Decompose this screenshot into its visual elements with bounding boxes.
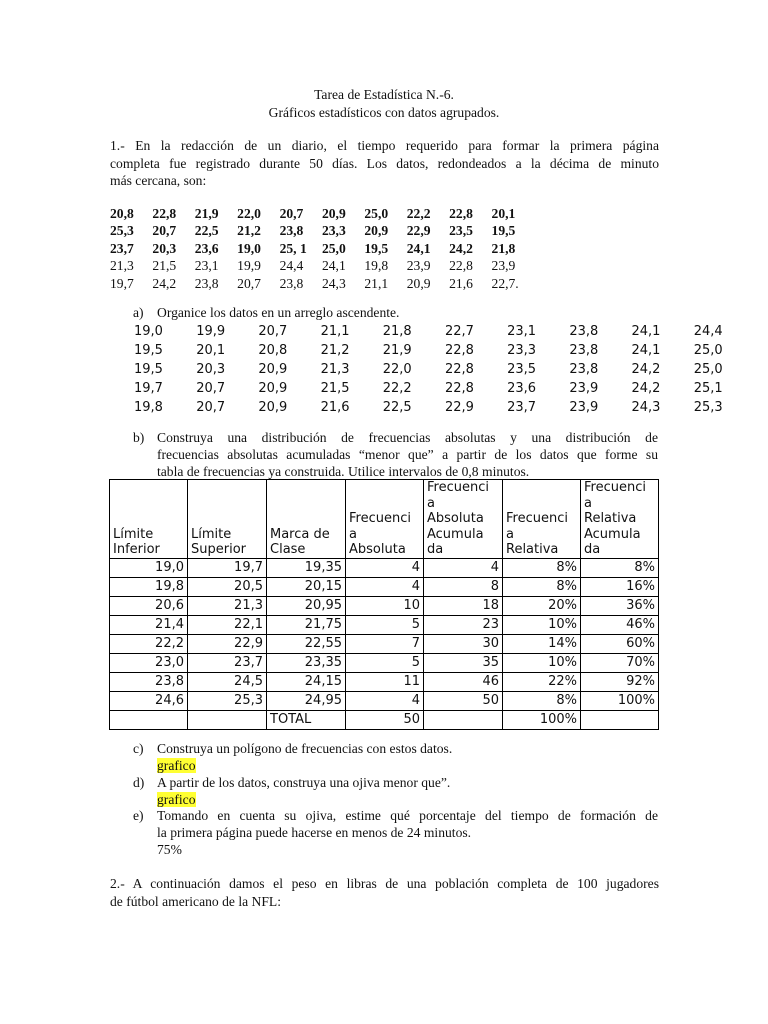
table-cell: 22,9	[188, 634, 267, 653]
table-header-line: Relativa	[584, 511, 637, 526]
ordered-data-cell: 24,1	[631, 343, 661, 358]
table-row	[110, 596, 659, 615]
item-b-line-1: Construya una distribución de frecuencias absolutas y una distribución de	[157, 430, 658, 445]
ordered-data-cell: 25,0	[693, 362, 723, 377]
table-empty-cell	[110, 710, 188, 729]
ordered-data-row	[134, 360, 756, 379]
raw-data-cell: 20,8	[110, 206, 134, 221]
ordered-data-cell: 20,1	[196, 343, 226, 358]
item-d-label: d)	[133, 775, 145, 790]
table-header-cell	[503, 480, 581, 559]
ordered-data-cell: 21,9	[382, 343, 412, 358]
table-header-cell	[424, 480, 503, 559]
ordered-data-cell: 22,8	[444, 362, 474, 377]
item-a	[133, 304, 658, 322]
table-cell: 20,5	[188, 577, 267, 596]
ordered-data-cell: 21,8	[382, 324, 412, 339]
table-cell: 24,6	[110, 691, 188, 710]
raw-data-cell: 25,0	[321, 240, 346, 256]
table-cell: 46%	[581, 615, 659, 634]
raw-data-cell: 23,9	[491, 258, 516, 274]
ordered-data-cell: 24,2	[631, 381, 661, 396]
question-2	[110, 875, 659, 910]
item-e-line-2: la primera página puede hacerse en menos de 24 minutos.	[157, 825, 472, 840]
ordered-data-cell: 22,0	[382, 362, 412, 377]
table-cell: 23,35	[267, 653, 346, 672]
raw-data-row	[110, 275, 534, 292]
table-header-line: Acumula	[427, 526, 484, 542]
ordered-data-row	[134, 398, 756, 417]
raw-data-cell: 19,9	[237, 258, 261, 274]
raw-data-cell: 20,7	[279, 206, 304, 221]
ordered-data-cell: 21,1	[320, 324, 350, 339]
q1-line-3: más cercana, son:	[110, 173, 207, 188]
table-total-cell: TOTAL	[267, 710, 346, 729]
table-cell: 24,5	[188, 672, 267, 691]
ordered-data-cell: 21,3	[320, 362, 350, 377]
raw-data-cell: 22,7.	[491, 275, 519, 291]
table-cell: 22,2	[110, 634, 188, 653]
table-cell: 24,95	[267, 691, 346, 710]
table-empty-cell	[188, 710, 267, 729]
table-cell: 21,75	[267, 615, 346, 634]
table-header-line: da	[427, 542, 444, 557]
table-header-cell	[581, 480, 659, 559]
ordered-data-cell: 23,6	[507, 381, 537, 396]
question-1	[110, 137, 659, 190]
raw-data-cell: 20,9	[321, 206, 346, 221]
table-cell: 5	[346, 653, 424, 672]
ordered-data-cell: 20,9	[258, 362, 288, 377]
table-cell: 23,0	[110, 653, 188, 672]
item-b-line-3: tabla de frecuencias ya construida. Utilice intervalos de 0,8 minutos.	[157, 464, 530, 479]
table-header-line: Clase	[270, 542, 306, 557]
ordered-data-cell: 20,8	[258, 343, 288, 358]
raw-data-cell: 24,4	[279, 258, 304, 274]
table-row	[110, 558, 659, 577]
table-header-cell	[188, 480, 267, 559]
raw-data-row	[110, 240, 534, 257]
raw-data-row	[110, 205, 534, 222]
ordered-data-cell: 25,1	[693, 381, 723, 396]
ordered-data-cell: 23,1	[507, 324, 537, 339]
table-total-cell: 50	[346, 710, 424, 729]
table-cell: 5	[346, 615, 424, 634]
table-cell: 24,15	[267, 672, 346, 691]
raw-data-cell: 22,8	[152, 206, 177, 221]
raw-data-cell: 21,5	[152, 258, 177, 274]
ordered-data-cell: 20,7	[196, 400, 226, 415]
raw-data-cell: 22,0	[237, 206, 261, 221]
table-header-line: Absoluta	[427, 511, 484, 526]
table-header-cell	[110, 480, 188, 559]
table-cell: 4	[346, 691, 424, 710]
ordered-data-cell: 24,1	[631, 324, 661, 339]
table-cell: 8%	[581, 558, 659, 577]
ordered-data-cell: 19,9	[196, 324, 226, 339]
ordered-data-cell: 23,3	[507, 343, 537, 358]
raw-data-row	[110, 257, 534, 274]
title-line-2: Gráficos estadísticos con datos agrupados.	[268, 105, 500, 120]
table-header-line: Frecuenci	[506, 511, 568, 526]
table-header-line: Límite	[191, 526, 232, 542]
ordered-data-cell: 25,3	[693, 400, 723, 415]
table-cell: 60%	[581, 634, 659, 653]
table-cell: 23,7	[188, 653, 267, 672]
table-header-line: a	[506, 526, 514, 542]
item-b-line-2: frecuencias absolutas acumuladas “menor que” a partir de los datos que forme su	[157, 447, 658, 462]
raw-data-cell: 23,8	[194, 275, 219, 291]
raw-data-cell: 25,0	[364, 206, 389, 221]
item-a-text: Organice los datos en un arreglo ascendente.	[157, 305, 400, 320]
raw-data-cell: 19,5	[491, 223, 516, 239]
table-cell: 100%	[581, 691, 659, 710]
ordered-data-cell: 21,6	[320, 400, 350, 415]
table-cell: 16%	[581, 577, 659, 596]
table-empty-cell	[581, 710, 659, 729]
table-total-row	[110, 710, 659, 729]
raw-data-cell: 19,8	[364, 258, 389, 274]
table-row	[110, 577, 659, 596]
table-header-line: da	[584, 542, 601, 557]
raw-data-cell: 23,1	[194, 258, 219, 274]
table-cell: 21,4	[110, 615, 188, 634]
table-cell: 22,1	[188, 615, 267, 634]
table-header-line: a	[584, 495, 592, 511]
raw-data-cell: 19,0	[237, 240, 261, 256]
raw-data-row	[110, 222, 534, 239]
raw-data-cell: 23,7	[110, 240, 134, 256]
table-cell: 8	[424, 577, 503, 596]
table-header-line: a	[349, 526, 357, 542]
table-total-cell: 100%	[503, 710, 581, 729]
ordered-data-cell: 22,9	[444, 400, 474, 415]
ordered-data-cell: 23,5	[507, 362, 537, 377]
table-cell: 50	[424, 691, 503, 710]
raw-data-cell: 22,2	[406, 206, 431, 221]
ordered-data-cell: 21,2	[320, 343, 350, 358]
table-cell: 10%	[503, 653, 581, 672]
ordered-data-cell: 22,5	[382, 400, 412, 415]
q1-line-2: completa fue registrado durante 50 días. Los datos, redondeados a la décima de minuto	[110, 155, 659, 171]
q1-line-1: 1.- En la redacción de un diario, el tiempo requerido para formar la primera página	[110, 138, 659, 153]
item-a-label: a)	[133, 305, 144, 320]
table-cell: 20,15	[267, 577, 346, 596]
ordered-data-cell: 22,2	[382, 381, 412, 396]
raw-data-cell: 23,8	[279, 275, 304, 291]
raw-data-cell: 20,7	[152, 223, 177, 239]
item-b-label: b)	[133, 430, 145, 445]
table-cell: 70%	[581, 653, 659, 672]
raw-data-cell: 24,1	[321, 258, 346, 274]
table-cell: 19,7	[188, 558, 267, 577]
raw-data-cell: 21,6	[449, 275, 473, 291]
table-cell: 8%	[503, 558, 581, 577]
ordered-data-row	[134, 379, 756, 398]
item-c-text: Construya un polígono de frecuencias con estos datos.	[157, 741, 453, 756]
q2-line-2: de fútbol americano de la NFL:	[110, 893, 281, 909]
table-cell: 23	[424, 615, 503, 634]
item-c-label: c)	[133, 741, 144, 756]
item-e-answer: 75%	[157, 842, 182, 857]
raw-data-cell: 23,5	[449, 223, 473, 239]
raw-data-cell: 25, 1	[279, 240, 307, 256]
raw-data-cell: 22,8	[449, 206, 473, 221]
title-line-1: Tarea de Estadística N.-6.	[314, 87, 454, 102]
table-cell: 25,3	[188, 691, 267, 710]
ordered-data-cell: 20,9	[258, 381, 288, 396]
item-c-answer: grafico	[157, 758, 196, 773]
table-header-row	[110, 480, 659, 559]
raw-data-cell: 23,3	[321, 223, 346, 239]
raw-data-cell: 22,9	[406, 223, 431, 239]
table-header-line: Inferior	[113, 542, 160, 557]
ordered-data-cell: 25,0	[693, 343, 723, 358]
ordered-data-cell: 19,0	[134, 324, 163, 339]
raw-data-cell: 19,5	[364, 240, 389, 256]
table-row	[110, 653, 659, 672]
table-header-line: Marca de	[270, 526, 330, 542]
ordered-data-row	[134, 322, 756, 341]
frequency-table	[109, 479, 659, 730]
ordered-data-row	[134, 341, 756, 360]
table-header-line: Relativa	[506, 542, 559, 557]
table-cell: 4	[424, 558, 503, 577]
table-row	[110, 672, 659, 691]
table-cell: 19,8	[110, 577, 188, 596]
ordered-data-cell: 24,2	[631, 362, 661, 377]
table-header-cell	[267, 480, 346, 559]
item-d-text: A partir de los datos, construya una ojiva menor que”.	[157, 775, 451, 790]
raw-data-cell: 21,8	[491, 240, 516, 256]
item-e-label: e)	[133, 808, 144, 823]
raw-data-cell: 20,1	[491, 206, 516, 221]
table-row	[110, 634, 659, 653]
raw-data-cell: 21,1	[364, 275, 389, 291]
table-header-line: Frecuenci	[349, 511, 411, 526]
table-cell: 19,0	[110, 558, 188, 577]
ordered-data-cell: 23,7	[507, 400, 537, 415]
ordered-data-cell: 20,7	[196, 381, 226, 396]
ordered-data-cell: 23,8	[569, 343, 599, 358]
raw-data-cell: 20,9	[364, 223, 389, 239]
table-cell: 20%	[503, 596, 581, 615]
raw-data-cell: 20,3	[152, 240, 177, 256]
raw-data-cell: 25,3	[110, 223, 134, 239]
ordered-data-cell: 21,5	[320, 381, 350, 396]
raw-data-cell: 22,5	[194, 223, 219, 239]
ordered-data-cell: 19,5	[134, 362, 163, 377]
raw-data-cell: 24,2	[449, 240, 473, 256]
ordered-data-cell: 22,7	[444, 324, 474, 339]
raw-data-cell: 19,7	[110, 275, 134, 291]
raw-data-cell: 21,9	[194, 206, 219, 221]
raw-data-cell: 24,2	[152, 275, 177, 291]
ordered-data-cell: 23,8	[569, 324, 599, 339]
ordered-data-cell: 19,5	[134, 343, 163, 358]
ordered-data-cell: 20,7	[258, 324, 288, 339]
ordered-data-cell: 23,8	[569, 362, 599, 377]
table-header-line: Frecuenci	[427, 480, 489, 495]
table-header-line: Límite	[113, 526, 154, 542]
table-cell: 4	[346, 558, 424, 577]
table-header-line: Acumula	[584, 526, 641, 542]
raw-data-cell: 23,8	[279, 223, 304, 239]
table-cell: 19,35	[267, 558, 346, 577]
table-cell: 20,6	[110, 596, 188, 615]
table-cell: 46	[424, 672, 503, 691]
ordered-data-cell: 20,3	[196, 362, 226, 377]
ordered-data-grid	[134, 322, 756, 417]
table-cell: 18	[424, 596, 503, 615]
table-cell: 8%	[503, 691, 581, 710]
table-cell: 92%	[581, 672, 659, 691]
raw-data-cell: 22,8	[449, 258, 473, 274]
table-header-line: a	[427, 495, 435, 511]
raw-data-cell: 20,9	[406, 275, 431, 291]
ordered-data-cell: 23,9	[569, 400, 599, 415]
raw-data-cell: 23,9	[406, 258, 431, 274]
table-row	[110, 615, 659, 634]
ordered-data-cell: 20,9	[258, 400, 288, 415]
table-row	[110, 691, 659, 710]
table-cell: 7	[346, 634, 424, 653]
ordered-data-cell: 22,8	[444, 343, 474, 358]
table-cell: 36%	[581, 596, 659, 615]
table-header-line: Superior	[191, 542, 246, 557]
ordered-data-cell: 22,8	[444, 381, 474, 396]
table-cell: 35	[424, 653, 503, 672]
item-e-line-1: Tomando en cuenta su ojiva, estime qué porcentaje del tiempo de formación de	[157, 808, 658, 823]
table-cell: 11	[346, 672, 424, 691]
table-cell: 22,55	[267, 634, 346, 653]
q2-line-1: 2.- A continuación damos el peso en libras de una población completa de 100 jugadores	[110, 876, 659, 891]
ordered-data-cell: 24,3	[631, 400, 661, 415]
raw-data-cell: 21,3	[110, 258, 134, 274]
ordered-data-cell: 19,7	[134, 381, 163, 396]
raw-data-cell: 24,3	[321, 275, 346, 291]
table-cell: 23,8	[110, 672, 188, 691]
ordered-data-cell: 23,9	[569, 381, 599, 396]
raw-data-cell: 24,1	[406, 240, 431, 256]
table-header-line: Absoluta	[349, 542, 406, 557]
table-header-line: Frecuenci	[584, 480, 646, 495]
table-cell: 20,95	[267, 596, 346, 615]
table-cell: 10%	[503, 615, 581, 634]
table-cell: 14%	[503, 634, 581, 653]
document-title	[0, 86, 768, 122]
ordered-data-cell: 24,4	[693, 324, 723, 339]
item-d-answer: grafico	[157, 792, 196, 807]
raw-data-cell: 23,6	[194, 240, 219, 256]
ordered-data-cell: 19,8	[134, 400, 163, 415]
table-body	[110, 558, 659, 729]
table-cell: 8%	[503, 577, 581, 596]
raw-data-grid	[110, 205, 534, 292]
table-cell: 22%	[503, 672, 581, 691]
raw-data-cell: 20,7	[237, 275, 261, 291]
table-cell: 30	[424, 634, 503, 653]
table-empty-cell	[424, 710, 503, 729]
table-header-cell	[346, 480, 424, 559]
table-cell: 4	[346, 577, 424, 596]
table-cell: 10	[346, 596, 424, 615]
raw-data-cell: 21,2	[237, 223, 261, 239]
table-cell: 21,3	[188, 596, 267, 615]
